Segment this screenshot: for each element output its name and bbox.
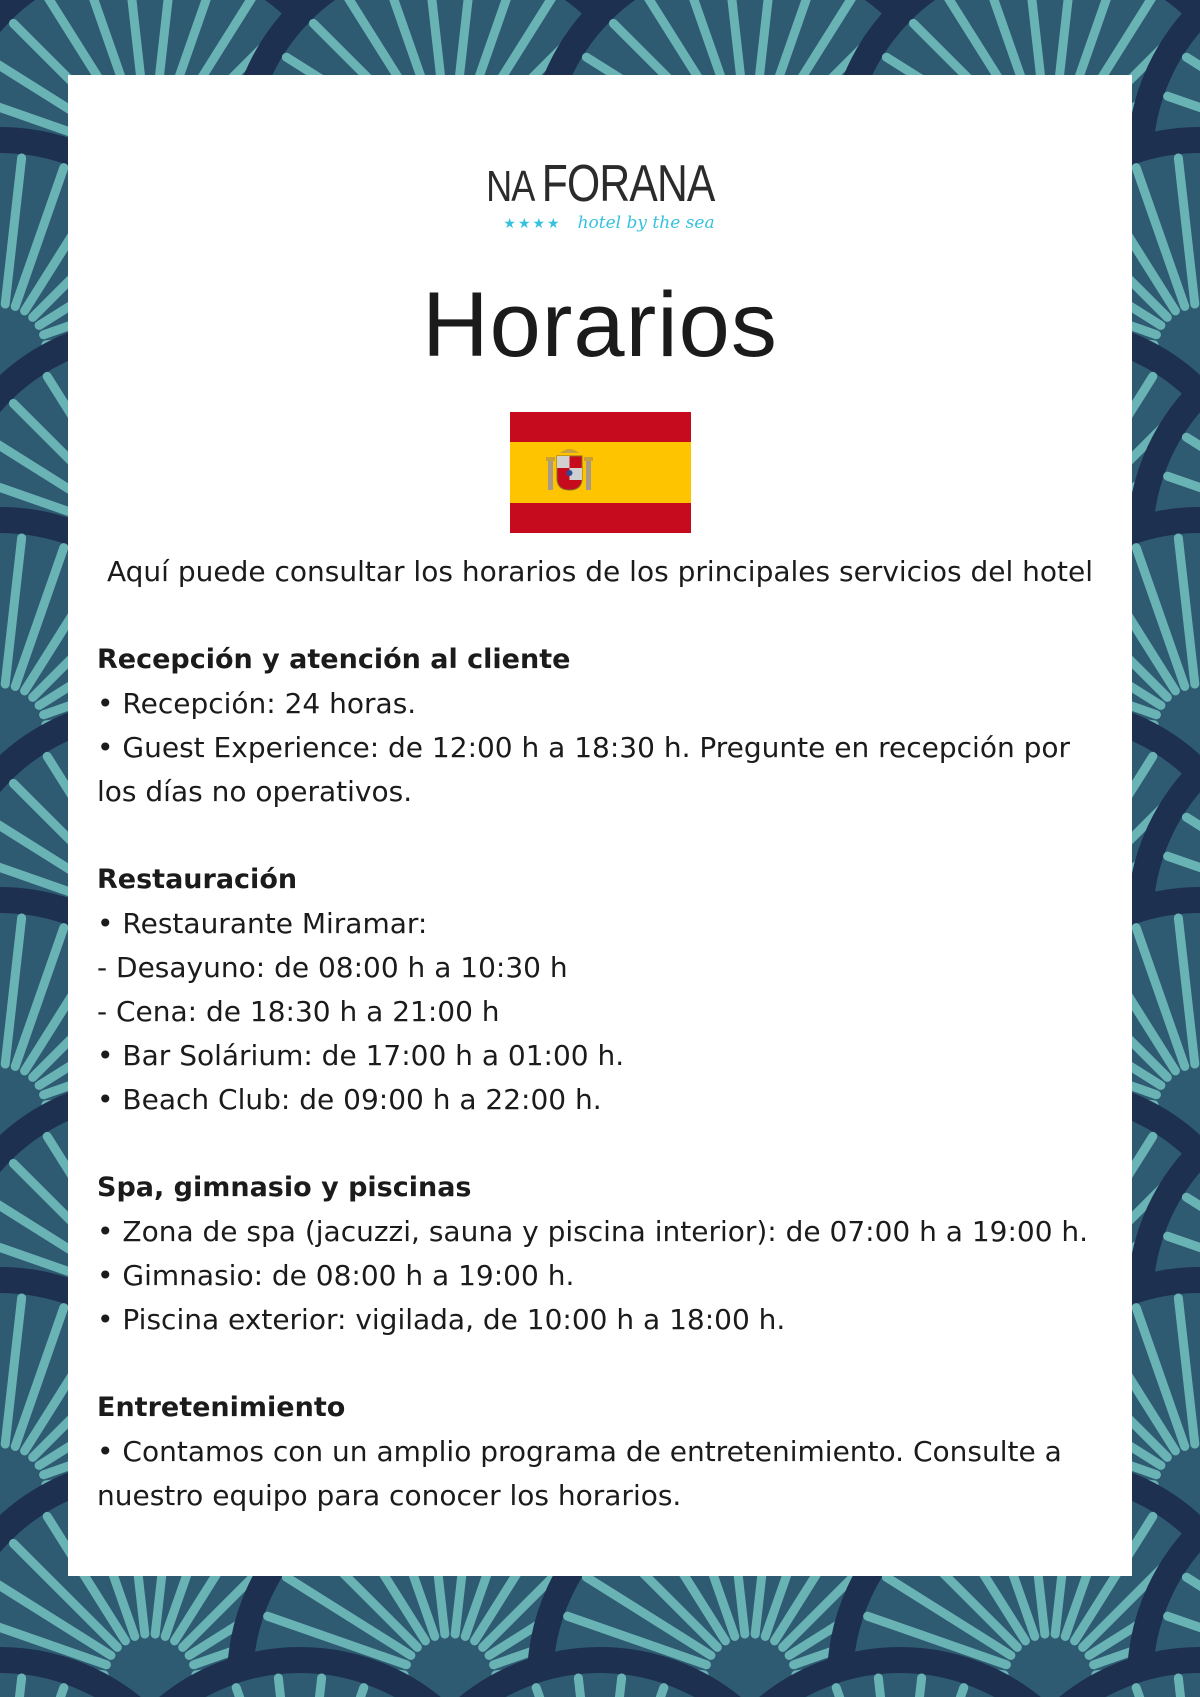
schedule-line: • Guest Experience: de 12:00 h a 18:30 h. Pregunte en recepción por los días no operativos. bbox=[97, 731, 1071, 808]
schedule-line: • Bar Solárium: de 17:00 h a 01:00 h. bbox=[97, 1039, 625, 1072]
logo-subline bbox=[86, 211, 1132, 236]
spain-flag-icon bbox=[510, 412, 691, 533]
schedule-line: • Gimnasio: de 08:00 h a 19:00 h. bbox=[97, 1259, 575, 1292]
schedule-line: • Contamos con un amplio programa de entretenimiento. Consulte a nuestro equipo para conocer los horarios. bbox=[97, 1435, 1062, 1512]
section-heading: Entretenimiento bbox=[97, 1392, 346, 1423]
logo-wordmark bbox=[485, 155, 715, 213]
schedule-content bbox=[97, 638, 1107, 1562]
schedule-line: • Recepción: 24 horas. bbox=[97, 687, 417, 720]
schedule-line: - Cena: de 18:30 h a 21:00 h bbox=[97, 995, 500, 1028]
logo-name-prefix: NA bbox=[485, 162, 542, 211]
schedule-line: • Zona de spa (jacuzzi, sauna y piscina interior): de 07:00 h a 19:00 h. bbox=[97, 1215, 1089, 1248]
star-rating-icon: ★★★★ bbox=[503, 216, 562, 232]
intro-text: Aquí puede consultar los horarios de los principales servicios del hotel bbox=[106, 555, 1093, 588]
logo-name-main: FORANA bbox=[541, 155, 715, 213]
schedule-card bbox=[68, 75, 1132, 1576]
section-dining bbox=[97, 858, 1107, 1122]
section-heading: Restauración bbox=[97, 864, 298, 895]
section-spa bbox=[97, 1166, 1107, 1342]
section-heading: Recepción y atención al cliente bbox=[97, 644, 571, 675]
hotel-logo bbox=[68, 155, 1132, 236]
schedule-line: • Restaurante Miramar: bbox=[97, 907, 428, 940]
section-reception bbox=[97, 638, 1107, 814]
logo-tagline: hotel by the sea bbox=[577, 213, 715, 233]
schedule-line: • Beach Club: de 09:00 h a 22:00 h. bbox=[97, 1083, 602, 1116]
page-title: Horarios bbox=[422, 274, 778, 376]
section-heading: Spa, gimnasio y piscinas bbox=[97, 1172, 472, 1203]
schedule-line: • Piscina exterior: vigilada, de 10:00 h a 18:00 h. bbox=[97, 1303, 786, 1336]
schedule-line: - Desayuno: de 08:00 h a 10:30 h bbox=[97, 951, 568, 984]
section-entertainment bbox=[97, 1386, 1107, 1518]
